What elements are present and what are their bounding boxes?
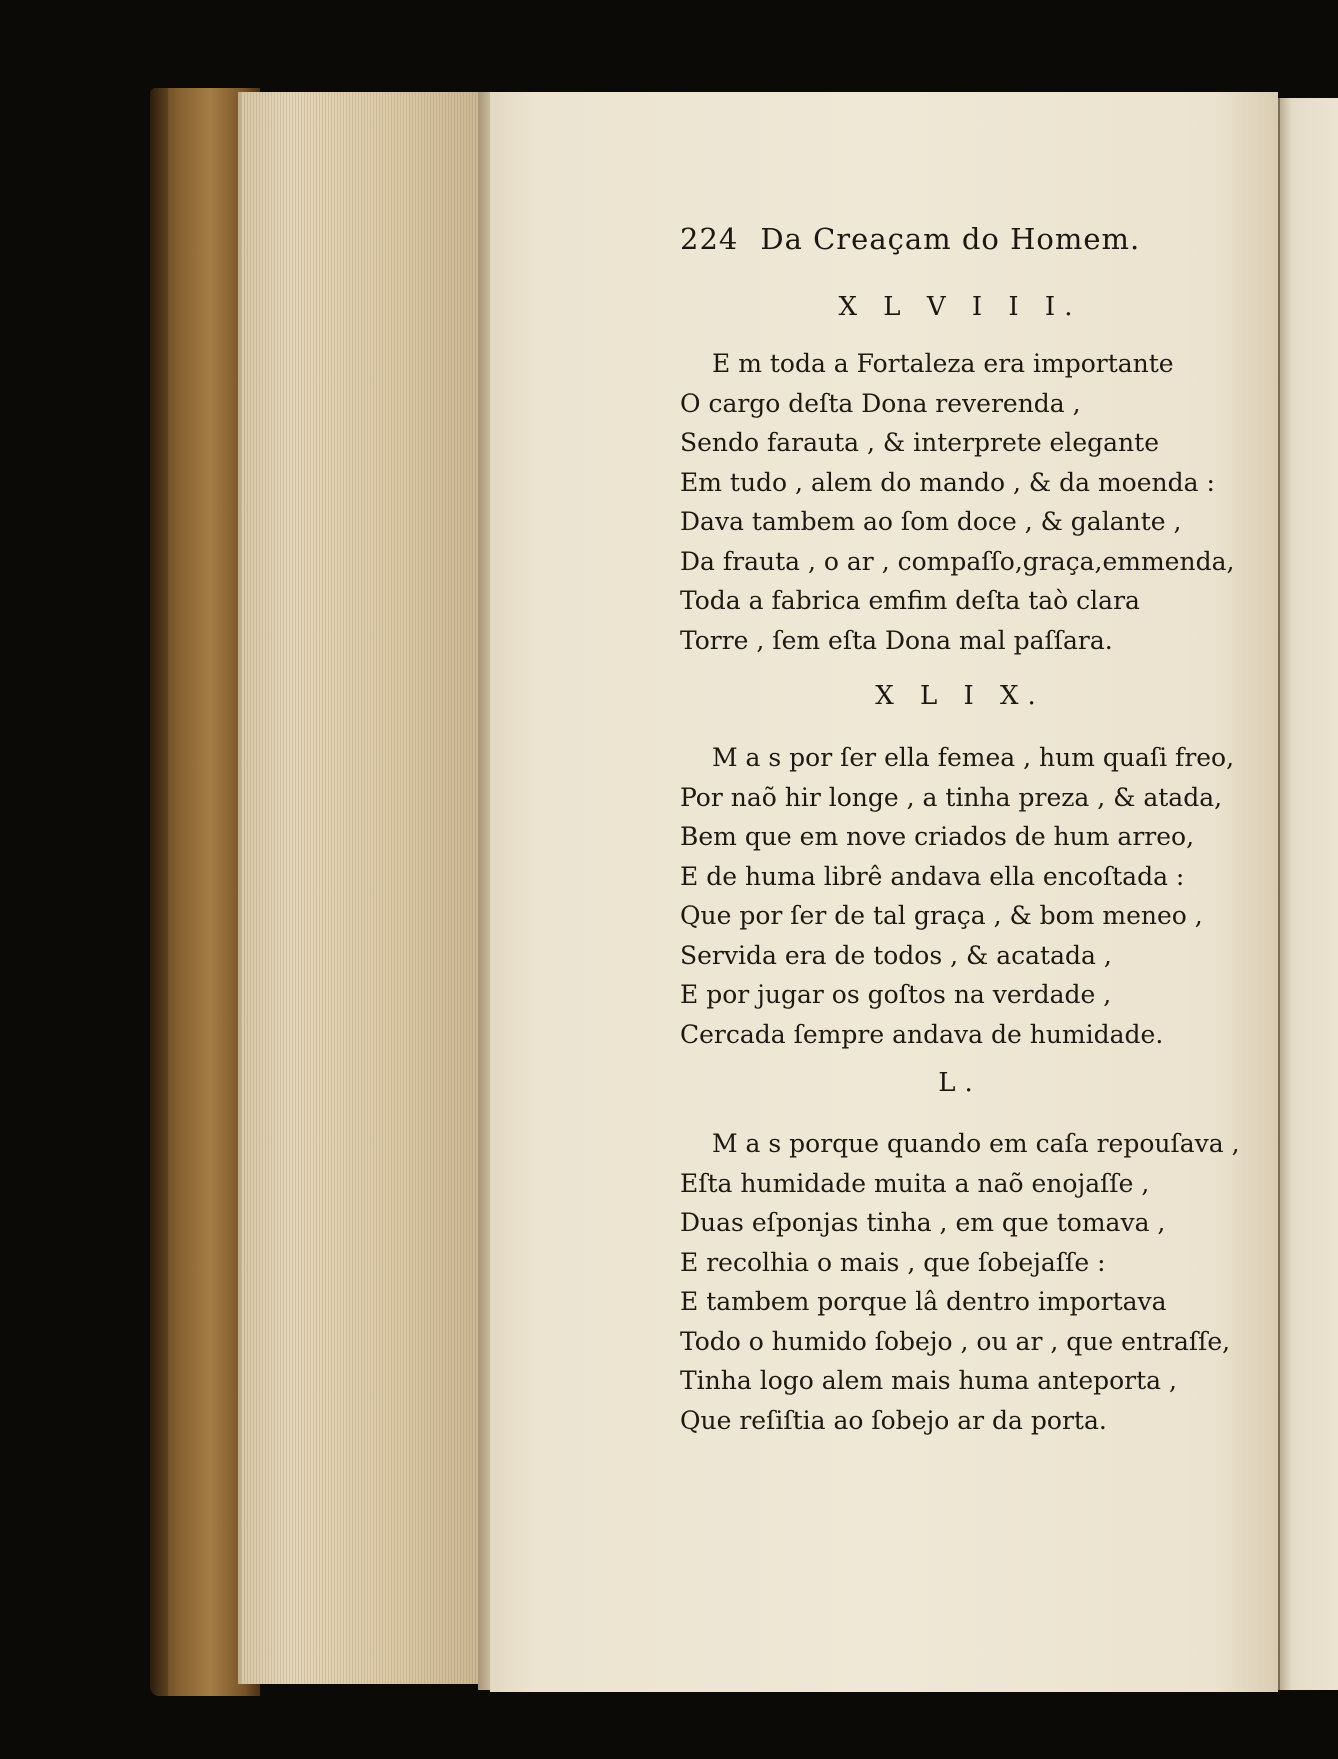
verse-line: E recolhia o mais , que ſobejaſſe :: [680, 1247, 1106, 1277]
verse-line: Eſta humidade muita a naõ enojaſſe ,: [680, 1168, 1150, 1198]
page-header: [680, 222, 1240, 262]
verse-line: Da frauta , o ar , compaſſo,graça,emmenda,: [680, 546, 1235, 576]
stanza: [680, 344, 1260, 660]
verse-line: M a s por ſer ella femea , hum quaſi freo,: [712, 743, 1235, 772]
verse-line: Tinha logo alem mais huma anteporta ,: [680, 1366, 1177, 1395]
page-number: 224: [680, 222, 739, 256]
verse-line: Que reſiſtia ao ſobejo ar da porta.: [680, 1405, 1107, 1435]
stanza-heading: X L I X.: [875, 681, 1045, 711]
verse-line: Toda a fabrica emfim deſta taò clara: [680, 586, 1140, 615]
stanza: [680, 738, 1260, 1054]
verse-line: Servida era de todos , & acatada ,: [680, 940, 1112, 970]
verse-line: Sendo farauta , & interprete elegante: [680, 428, 1159, 457]
verse-line: Bem que em nove criados de hum arreo,: [680, 822, 1195, 851]
verse-line: Em tudo , alem do mando , & da moenda :: [680, 467, 1215, 497]
verse-line: Que por ſer de tal graça , & bom meneo ,: [680, 901, 1203, 930]
stanza-heading: L.: [938, 1068, 982, 1098]
facing-page-edge: [1278, 98, 1338, 1690]
verse-line: Por naõ hir longe , a tinha preza , & atada,: [680, 782, 1223, 812]
verse-line: E de huma librê andava ella encoſtada :: [680, 861, 1185, 891]
cover-spine-edge: [150, 88, 168, 1696]
verse-line: Cercada ſempre andava de humidade.: [680, 1019, 1164, 1049]
verse-line: Dava tambem ao ſom doce , & galante ,: [680, 507, 1182, 536]
verse-line: E tambem porque lâ dentro importava: [680, 1287, 1167, 1316]
verse-line: O cargo deſta Dona reverenda ,: [680, 388, 1081, 418]
verse-line: E por jugar os goſtos na verdade ,: [680, 980, 1112, 1009]
verse-line: Todo o humido ſobejo , ou ar , que entraſſe,: [680, 1326, 1231, 1356]
verse-line: Duas eſponjas tinha , em que tomava ,: [680, 1208, 1166, 1237]
verse-line: E m toda a Fortaleza era importante: [712, 349, 1174, 378]
running-title: Da Creaçam do Homem.: [760, 222, 1141, 256]
verse-line: Torre , ſem eſta Dona mal paſſara.: [680, 625, 1113, 655]
verse-line: M a s porque quando em caſa repouſava ,: [712, 1129, 1240, 1158]
page-block-edge: [238, 92, 491, 1684]
stanza-heading: X L V I I I.: [838, 292, 1082, 322]
stanza: [680, 1124, 1260, 1440]
